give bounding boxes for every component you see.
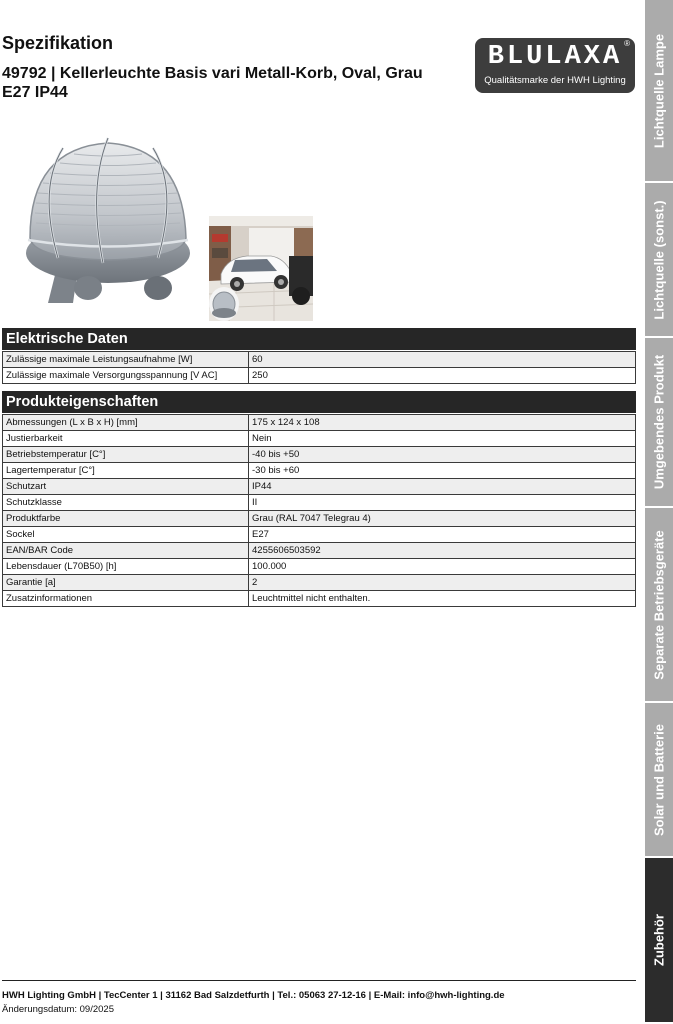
tab-lichtquelle-sonst[interactable] <box>645 183 673 338</box>
row-value: 175 x 124 x 108 <box>249 415 636 431</box>
tab-label: Solar und Batterie <box>651 723 667 836</box>
table-row <box>3 431 636 447</box>
row-value: 250 <box>249 368 636 384</box>
row-label: Zulässige maximale Versorgungsspannung [V AC] <box>3 368 249 384</box>
row-value: Leuchtmittel nicht enthalten. <box>249 591 636 607</box>
footer-divider <box>2 980 636 981</box>
row-value: Grau (RAL 7047 Telegrau 4) <box>249 511 636 527</box>
product-title: 49792 | Kellerleuchte Basis vari Metall-Korb, Oval, Grau E27 IP44 <box>2 65 423 101</box>
row-label: Schutzart <box>3 479 249 495</box>
table-row <box>3 559 636 575</box>
table-row <box>3 527 636 543</box>
table-row <box>3 352 636 368</box>
row-value: 60 <box>249 352 636 368</box>
logo-registered-mark: ® <box>624 39 630 48</box>
table-row <box>3 463 636 479</box>
row-value: 4255606503592 <box>249 543 636 559</box>
table-row <box>3 591 636 607</box>
tab-umgebendes-produkt[interactable] <box>645 338 673 508</box>
table-row <box>3 543 636 559</box>
row-label: Lagertemperatur [C°] <box>3 463 249 479</box>
row-value: 2 <box>249 575 636 591</box>
side-category-tabs <box>645 0 673 1024</box>
table-row <box>3 575 636 591</box>
tab-label: Lichtquelle (sonst.) <box>651 199 667 320</box>
row-label: Abmessungen (L x B x H) [mm] <box>3 415 249 431</box>
garage-scene-image <box>209 216 313 321</box>
brand-logo <box>475 38 635 93</box>
row-value: -30 bis +60 <box>249 463 636 479</box>
row-label: Lebensdauer (L70B50) [h] <box>3 559 249 575</box>
row-label: Zusatzinformationen <box>3 591 249 607</box>
row-label: Justierbarkeit <box>3 431 249 447</box>
logo-tagline: Qualitätsmarke der HWH Lighting <box>484 75 626 86</box>
table-row <box>3 415 636 431</box>
row-value: IP44 <box>249 479 636 495</box>
tab-label: Lichtquelle Lampe <box>651 33 667 148</box>
row-label: Betriebstemperatur [C°] <box>3 447 249 463</box>
row-value: E27 <box>249 527 636 543</box>
footer-contact: HWH Lighting GmbH | TecCenter 1 | 31162 Bad Salzdetfurth | Tel.: 05063 27-12-16 | E-Mail: info@hwh-lighting.de <box>2 990 505 1001</box>
row-label: Sockel <box>3 527 249 543</box>
page-title: Spezifikation <box>2 33 114 53</box>
row-label: Garantie [a] <box>3 575 249 591</box>
tab-lichtquelle-lampe[interactable] <box>645 0 673 183</box>
product-properties-table <box>2 414 636 607</box>
product-properties-section <box>2 391 636 607</box>
table-row <box>3 368 636 384</box>
row-value: Nein <box>249 431 636 447</box>
row-label: EAN/BAR Code <box>3 543 249 559</box>
table-row <box>3 495 636 511</box>
row-label: Schutzklasse <box>3 495 249 511</box>
table-row <box>3 479 636 495</box>
tab-label: Separate Betriebsgeräte <box>651 529 667 680</box>
tab-solar-und-batterie[interactable] <box>645 703 673 858</box>
tab-label: Umgebendes Produkt <box>651 354 667 490</box>
footer-change-date: Änderungsdatum: 09/2025 <box>2 1004 114 1015</box>
electrical-data-table <box>2 351 636 384</box>
product-image <box>18 128 193 313</box>
table-row <box>3 511 636 527</box>
tab-separate-betriebsgeraete[interactable] <box>645 508 673 703</box>
section-header-electrical: Elektrische Daten <box>2 328 636 350</box>
section-header-properties: Produkteigenschaften <box>2 391 636 413</box>
table-row <box>3 447 636 463</box>
tab-label: Zubehör <box>651 914 667 966</box>
electrical-data-section <box>2 328 636 384</box>
row-value: II <box>249 495 636 511</box>
tab-zubehoer[interactable] <box>645 858 673 1024</box>
row-label: Zulässige maximale Leistungsaufnahme [W] <box>3 352 249 368</box>
row-value: -40 bis +50 <box>249 447 636 463</box>
row-value: 100.000 <box>249 559 636 575</box>
logo-wordmark: BLULAXA <box>487 42 623 72</box>
row-label: Produktfarbe <box>3 511 249 527</box>
